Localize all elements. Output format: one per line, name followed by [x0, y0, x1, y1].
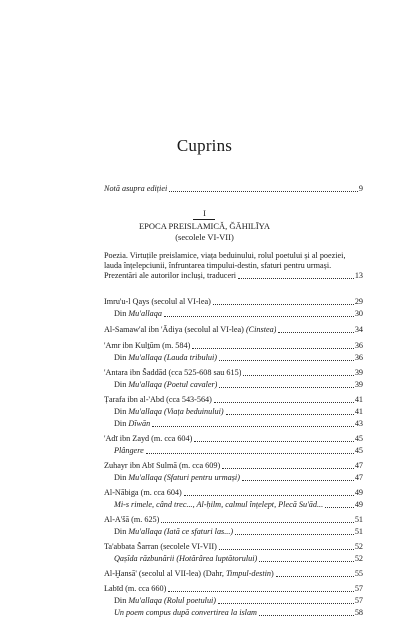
- toc-entry[interactable]: [104, 325, 363, 335]
- toc-entry[interactable]: [104, 569, 363, 579]
- toc-entry-label: Zuhayr ibn Abī Sulmā (m. cca 609): [104, 461, 221, 470]
- toc-entry-label: Imru'u-l Qays (secolul al VI-lea): [104, 297, 211, 306]
- dot-leader: [219, 549, 354, 550]
- toc-entry-label: Din Mu'allaqa (Poetul cavaler): [114, 380, 218, 389]
- section-number: I: [203, 208, 206, 218]
- dot-leader: [222, 468, 354, 469]
- toc-entry-label: Din Mu'allaqa: [114, 309, 162, 318]
- toc-entry[interactable]: [114, 500, 363, 510]
- toc-entry[interactable]: [114, 407, 363, 417]
- toc-entry-label: Al-Ḫansā' (secolul al VII-lea) (Dahr, Timpul-destin): [104, 569, 274, 578]
- toc-page-number: 52: [354, 554, 363, 563]
- toc-entry[interactable]: [104, 488, 363, 498]
- toc-entry-intro[interactable]: [104, 271, 363, 281]
- toc-entry-label: Qaṣīda răzbunării (Hotărârea luptătorului): [114, 554, 258, 563]
- toc-entry[interactable]: [104, 515, 363, 525]
- toc-entry[interactable]: [114, 419, 363, 429]
- page-title: Cuprins: [176, 136, 233, 155]
- toc-entry[interactable]: [114, 527, 363, 537]
- toc-page-number: 47: [354, 473, 363, 482]
- toc-page-number: 30: [354, 309, 363, 318]
- dot-leader: [219, 387, 353, 388]
- toc-entry-label: Din Mu'allaqa (Lauda tribului): [114, 353, 217, 362]
- toc-page-number: 39: [354, 368, 363, 377]
- toc-entry[interactable]: [104, 368, 363, 378]
- dot-leader: [192, 348, 354, 349]
- toc-entry[interactable]: [114, 380, 363, 390]
- toc-entry[interactable]: [114, 554, 363, 564]
- toc-entry-label: Labīd (m. cca 660): [104, 584, 167, 593]
- toc-entry-label: Plângere: [114, 446, 144, 455]
- dot-leader: [213, 304, 354, 305]
- toc-page-number: 41: [354, 395, 363, 404]
- toc-page-number: 41: [354, 407, 363, 416]
- dot-leader: [242, 480, 354, 481]
- dot-leader: [218, 603, 354, 604]
- toc-page-number: 49: [354, 500, 363, 509]
- toc-page-number: 36: [354, 341, 363, 350]
- toc-entry[interactable]: [104, 461, 363, 471]
- toc-entry-label: Mi-s rimele, când trec..., Al-ḥilm, calmul înțelept, Plecă Su'ād...: [114, 500, 324, 509]
- toc-entry-label: Din Dīwān: [114, 419, 151, 428]
- toc-entry[interactable]: [104, 297, 363, 307]
- toc-page-number: 45: [354, 446, 363, 455]
- toc-page-number: 34: [354, 325, 363, 334]
- section-intro: [104, 251, 363, 281]
- dot-leader: [194, 441, 353, 442]
- toc-page-number: 49: [354, 488, 363, 497]
- toc-entry-label: Prezentări ale autorilor incluși, traduceri: [104, 271, 237, 280]
- toc-page-number: 39: [354, 380, 363, 389]
- dot-leader: [219, 360, 354, 361]
- toc-entry[interactable]: [114, 608, 363, 618]
- toc-entry-label: 'Antara ibn Šaddād (cca 525-608 sau 615): [104, 368, 242, 377]
- dot-leader: [226, 414, 354, 415]
- dot-leader: [243, 375, 353, 376]
- toc-entry[interactable]: [114, 446, 363, 456]
- toc-page-number: 57: [354, 596, 363, 605]
- toc-entry-label: Din Mu'allaqa (Iată ce sfaturi las...): [114, 527, 234, 536]
- toc-page-number: 13: [354, 271, 363, 280]
- toc-entry-label: Din Mu'allaqa (Viața beduinului): [114, 407, 224, 416]
- intro-line: lauda înțelepciunii, înfruntarea timpului-destin, sfaturi pentru urmași.: [104, 261, 332, 270]
- dot-leader: [259, 615, 354, 616]
- section-title: EPOCA PREISLAMICĂ, ĞĀHILĪYA: [138, 221, 271, 231]
- toc-entry[interactable]: [114, 596, 363, 606]
- toc-entry-label: Din Mu'allaqa (Sfaturi pentru urmași): [114, 473, 240, 482]
- toc-page-number: 45: [354, 434, 363, 443]
- toc-page-number: 51: [354, 515, 363, 524]
- toc-entry-label: 'Amr ibn Kulṯūm (m. 584): [104, 341, 191, 350]
- toc-page-number: 43: [354, 419, 363, 428]
- toc-page-number: 29: [354, 297, 363, 306]
- toc-page-number: 55: [354, 569, 363, 578]
- dot-leader: [168, 591, 354, 592]
- section-subtitle: (secolele VI-VII): [175, 232, 234, 242]
- dot-leader: [235, 534, 354, 535]
- toc-entry-label: Al-A'šā (m. 625): [104, 515, 160, 524]
- toc-page-number: 52: [354, 542, 363, 551]
- toc-entry[interactable]: [104, 341, 363, 351]
- dot-leader: [161, 522, 353, 523]
- toc-page-number: 57: [354, 584, 363, 593]
- dot-leader: [276, 576, 354, 577]
- toc-page-number: 9: [358, 184, 363, 193]
- toc-entry-note[interactable]: [104, 184, 363, 194]
- toc-entry[interactable]: [104, 395, 363, 405]
- dot-leader: [238, 278, 354, 279]
- toc-entry-label: Un poem compus după convertirea la islam: [114, 608, 257, 617]
- toc-entry[interactable]: [114, 473, 363, 483]
- section-rule: [193, 219, 215, 220]
- toc-entry-label: Din Mu'allaqa (Rolul poetului): [114, 596, 217, 605]
- dot-leader: [278, 332, 353, 333]
- toc-entry[interactable]: [104, 434, 363, 444]
- intro-line: Poezia. Virtuțile preislamice, viața beduinului, rolul poetului și al poeziei,: [104, 251, 346, 260]
- toc-page-number: 47: [354, 461, 363, 470]
- dot-leader: [184, 495, 354, 496]
- dot-leader: [169, 191, 358, 192]
- toc-entry[interactable]: [104, 542, 363, 552]
- toc-entry-label: Ṭarafa ibn al-'Abd (cca 543-564): [104, 395, 212, 404]
- dot-leader: [152, 426, 354, 427]
- toc-entry-label: Ta'abbata Šarran (secolele VI-VII): [104, 542, 217, 551]
- dot-leader: [214, 402, 354, 403]
- dot-leader: [259, 561, 354, 562]
- toc-entry-label: 'Adī ibn Zayd (m. cca 604): [104, 434, 193, 443]
- toc-entry[interactable]: [114, 309, 363, 319]
- toc-entry-label: Notă asupra ediției: [104, 184, 168, 193]
- toc-entry-label: Al-Samaw'al ibn 'Ādiya (secolul al VI-lea) (Cinstea): [104, 325, 277, 334]
- toc-page-number: 51: [354, 527, 363, 536]
- toc-page-number: 58: [354, 608, 363, 617]
- toc-entry[interactable]: [114, 353, 363, 363]
- toc-entry[interactable]: [104, 584, 363, 594]
- dot-leader: [146, 453, 354, 454]
- dot-leader: [164, 316, 354, 317]
- dot-leader: [325, 507, 354, 508]
- toc-entry-label: Al-Nābiga (m. cca 604): [104, 488, 182, 497]
- toc-page-number: 36: [354, 353, 363, 362]
